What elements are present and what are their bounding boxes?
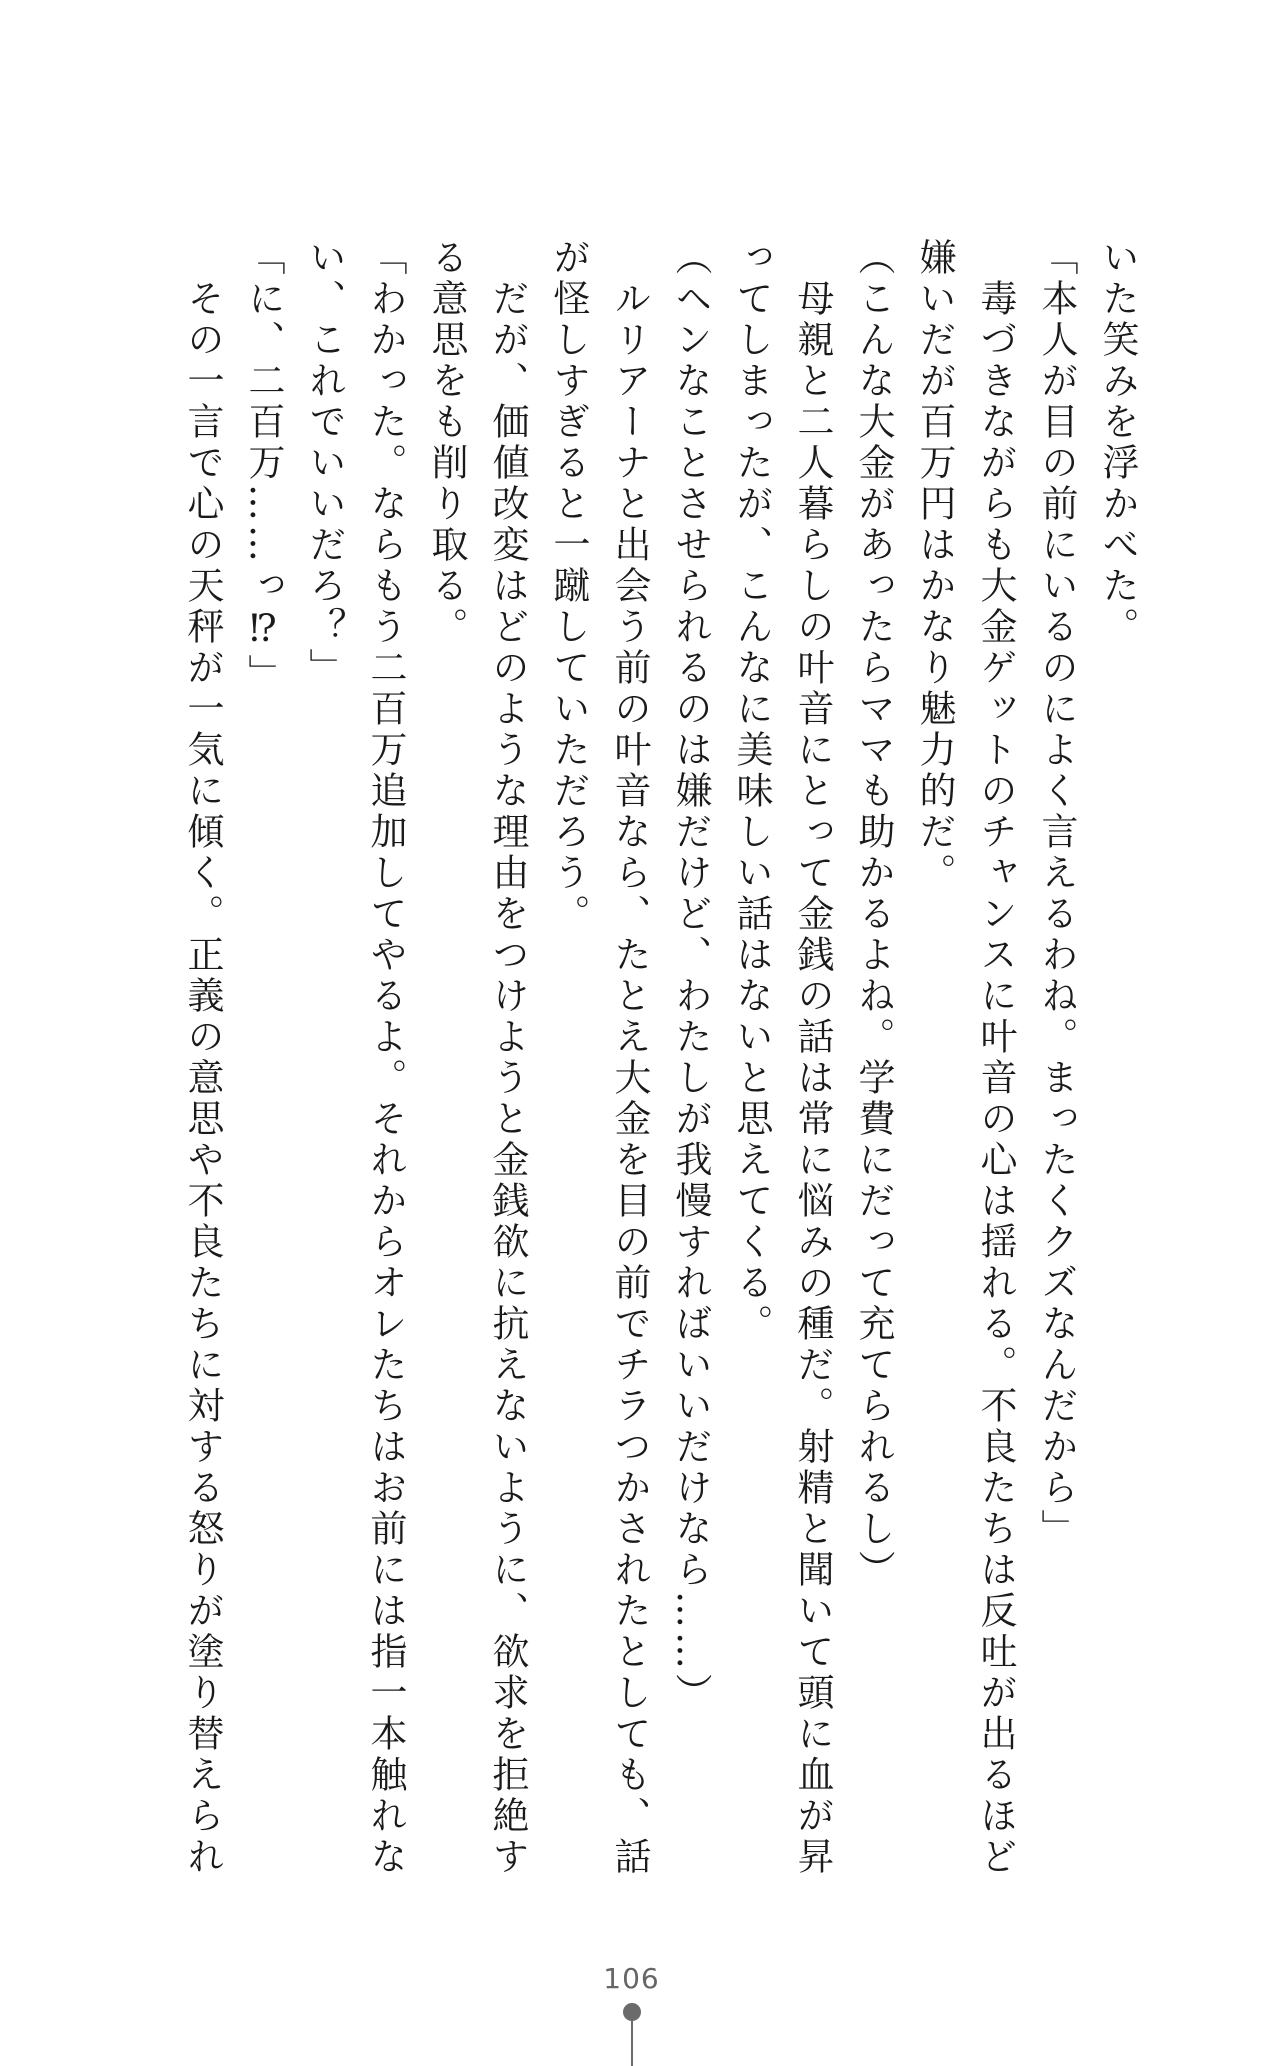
text-line: いた笑みを浮かべた。 xyxy=(1096,238,1139,648)
text-line: 「に、二百万……っ⁉」 xyxy=(242,238,285,695)
text-line: だが、価値改変はどのような理由をつけようと金銭欲に抗えないように、欲求を拒絶す xyxy=(486,238,529,1878)
text-line: 「本人が目の前にいるのによく言えるわね。まったくクズなんだから」 xyxy=(1035,238,1078,1550)
text-line: ルリアーナと出会う前の叶音なら、たとえ大金を目の前でチラつかされたとしても、話 xyxy=(608,238,651,1878)
text-line: （ヘンなことさせられるのは嫌だけど、わたしが我慢すればいいだけなら……） xyxy=(669,238,712,1714)
text-line: 毒づきながらも大金ゲットのチャンスに叶音の心は揺れる。不良たちは反吐が出るほど xyxy=(974,238,1017,1878)
page-marker-icon xyxy=(623,2003,641,2066)
text-line: が怪しすぎると一蹴していただろう。 xyxy=(547,238,590,935)
marker-stem xyxy=(631,2017,633,2066)
vertical-text-block xyxy=(118,238,1148,1878)
text-line: ってしまったが、こんなに美味しい話はないと思えてくる。 xyxy=(730,238,773,1345)
text-line: 「わかった。ならもう二百万追加してやるよ。それからオレたちはお前には指一本触れな xyxy=(364,238,407,1878)
page-number: 106 xyxy=(603,1962,660,1995)
text-line: る意思をも削り取る。 xyxy=(425,238,468,648)
text-line: 嫌いだが百万円はかなり魅力的だ。 xyxy=(913,238,956,894)
text-line: い、これでいいだろ？」 xyxy=(303,238,346,689)
text-line: 母親と二人暮らしの叶音にとって金銭の話は常に悩みの種だ。射精と聞いて頭に血が昇 xyxy=(791,238,834,1878)
text-line: （こんな大金があったらママも助かるよね。学費にだって充てられるし） xyxy=(852,238,895,1591)
text-line: その一言で心の天秤が一気に傾く。正義の意思や不良たちに対する怒りが塗り替えられ xyxy=(181,238,224,1878)
